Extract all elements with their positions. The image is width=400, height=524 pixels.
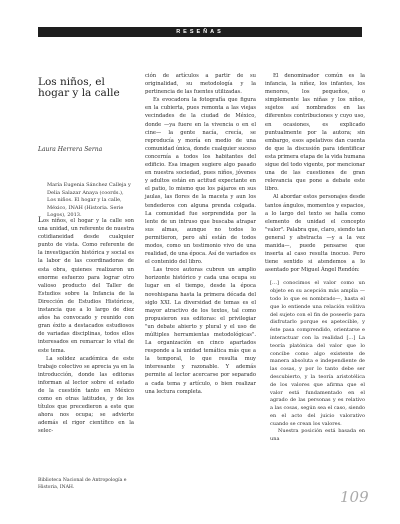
text-column-2	[145, 72, 256, 396]
book-bibliography: María Eugenia Sánchez Calleja y Delia Salazar Anaya (coords.), Los niños. El hogar y la calle, México, INAH (Historia. Serie Logos), 2013.	[47, 182, 131, 219]
text-column-1	[38, 216, 134, 436]
paragraph: os niños, el hogar y la calle son una unidad, un referente de nuestra cotidianeidad desde cualquier punto de vista. Como referente de la investigación histórica y social es la labor de las coordinadoras de esta obra, quienes realizaron un enorme esfuerzo para lograr otro valioso producto del Taller de Estudios sobre la Infancia de la Dirección de Estudios Históricos, instancia que a lo largo de diez años ha convocado y reunido con gran éxito a destacados estudiosos de variadas disciplinas, todos ellos interesados en remarcar lo vital de este tema.	[38, 218, 134, 354]
text-column-3	[265, 72, 365, 444]
paragraph: Es evocadora la fotografía que figura en la cubierta, pues remonta a las viejas vecindades de la ciudad de México, donde —ya fuere en la vivencia o en el cine— la gente nacía, crecía, se reproducía y moría en medio de una comunidad única, donde cualquier suceso concernía a todos los habitantes del edificio. Esa imagen sugiere algo pasado en nuestra sociedad, pues niños, jóvenes y adultos están en actitud expectante en el patio, lo mismo que los pájaros en sus jaulas, las flores de la maceta y aun los tendederos con alguna prenda colgada. La comunidad fue sorprendida por la lente de un intruso que buscaba atrapar sus almas, aunque no todos lo permitieron, pero ahí están de todos modos, como un testimonio vivo de una realidad, de una época. Así de variados es el contenido del libro.	[145, 97, 256, 266]
section-header-band	[38, 27, 362, 37]
page-number: 109	[340, 488, 369, 506]
paragraph: Las trece autoras cubren un amplio horizonte histórico y cada una ocupa su lugar en el tiempo, desde la época novohispana hasta la primera década del siglo XXI. La diversidad de temas es el mayor atractivo de los textos, tal como propusieron sus editoras: el privilegiar "un debate abierto y plural y el uso de múltiples herramientas metodológicas". La organización en cinco apartados responde a la unidad temática más que a la temporal, lo que resulta muy interesante y razonable. Y además permite al lector acercarse por separado a cada tema y artículo, o bien realizar una lectura completa.	[145, 267, 256, 395]
paragraph: ción de artículos a partir de su originalidad, su metodología y la pertinencia de las fuentes utilizadas.	[145, 73, 256, 96]
review-author: Laura Herrera Serna	[38, 146, 103, 153]
paragraph: La solidez académica de este trabajo colectivo se aprecia ya en la introducción, donde las editoras informan al lector sobre el estado de la cuestión tanto en México como en otras latitudes, y de los títulos que precedieron a este que ahora nos ocupa; se advierte además el rigor científico en la selec-	[38, 355, 134, 435]
paragraph: Al abordar estos personajes desde tantos ángulos, momentos y espacios, a lo largo del texto se halla como elemento de unidad el concepto "valor". Palabra que, claro, siendo tan general y abstracta —y a la vez manida—, puede pensarse que inserta al caso resulta inocuo. Pero tiene sentido si atendemos a lo asentado por Miguel Ángel Rendón:	[265, 194, 365, 274]
paragraph: El denominador común es la infancia, la niñez, los infantes, los menores, los pequeños, o simplemente las niñas y los niños, sujetos así nombrados en las diferentes contribuciones y cuyo uso, en ocasiones, es explicado puntualmente por la autora; sin embargo, esos apelativos dan cuenta de que la discusión para identificar esta primera etapa de la vida humana sigue del todo vigente, por mencionar una de las cuestiones de gran relevancia que pone a debate este libro.	[265, 73, 365, 193]
image-credit: Biblioteca Nacional de Antropología e Historia, INAH.	[38, 478, 127, 490]
quote-paragraph: Nuestra posición está basada en una	[270, 428, 365, 443]
block-quote	[265, 280, 365, 444]
drop-cap: L	[38, 215, 43, 224]
section-label: RESEÑAS	[176, 29, 224, 35]
quote-paragraph: […] conocimos el valor como un objeto en su acepción más amplia —todo lo que es nombrado—, hasta el que lo entiende una relación volitiva del sujeto con el fin de poseerlo para disfrutarlo porque es apetecible, y éste pasa comprendido, orientarse e interactuar con la realidad […] La teoría platónica del valor que lo concibe como algo existente de manera absoluta e independiente de las cosas, y por lo tanto debe ser descubierto, y la teoría aristotélica de los valores que afirma que el valor está fundamentado en el agrado de las personas y es relativo a las cosas, según sea el caso, siendo en el acto del juicio valorativo cuando se crean los valores.	[270, 280, 365, 427]
review-title: Los niños, el hogar y la calle	[38, 76, 120, 99]
